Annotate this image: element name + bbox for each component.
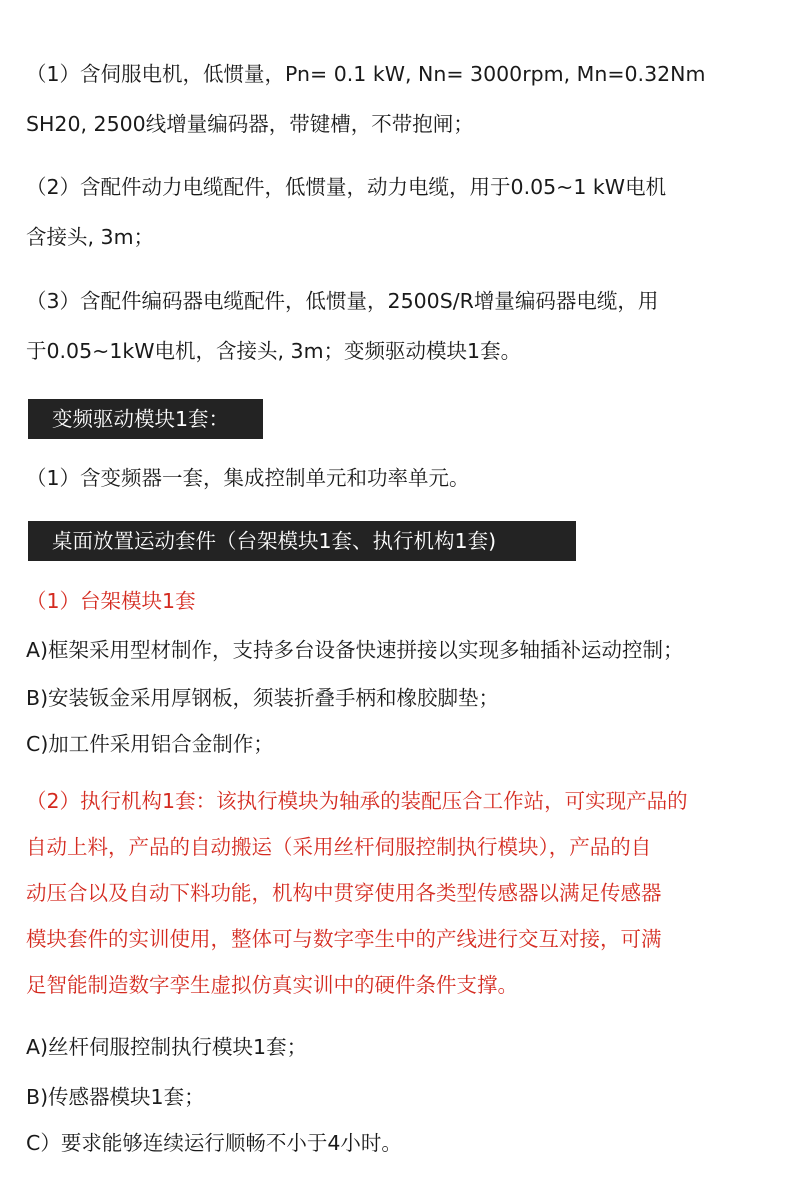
motor-spec-line-6: 于0.05~1kW电机，含接头, 3m；变频驱动模块1套。 (26, 339, 522, 363)
actuator-desc-line-5: 足智能制造数字孪生虚拟仿真实训中的硬件条件支撑。 (26, 973, 518, 997)
actuator-desc-line-3: 动压合以及自动下料功能，机构中贯穿使用各类型传感器以满足传感器 (26, 881, 662, 905)
stand-module-title: （1）台架模块1套 (26, 589, 196, 613)
section-heading-vfd: 变频驱动模块1套： (28, 399, 263, 439)
actuator-desc-line-2: 自动上料，产品的自动搬运（采用丝杆伺服控制执行模块），产品的自 (26, 835, 652, 859)
motor-spec-line-5: （3）含配件编码器电缆配件，低惯量，2500S/R增量编码器电缆，用 (26, 289, 659, 313)
section-heading-desktop-kit: 桌面放置运动套件（台架模块1套、执行机构1套) (28, 521, 576, 561)
vfd-spec-line-1: （1）含变频器一套，集成控制单元和功率单元。 (26, 466, 470, 490)
stand-item-c: C)加工件采用铝合金制作； (26, 732, 274, 756)
motor-spec-line-1: （1）含伺服电机，低惯量，Pn= 0.1 kW, Nn= 3000rpm, Mn=0.32Nm (26, 62, 706, 86)
actuator-item-b: B)传感器模块1套； (26, 1085, 205, 1109)
motor-spec-line-2: SH20, 2500线增量编码器，带键槽，不带抱闸； (26, 112, 474, 136)
actuator-item-c: C）要求能够连续运行顺畅不小于4小时。 (26, 1131, 402, 1155)
actuator-item-a: A)丝杆伺服控制执行模块1套； (26, 1035, 308, 1059)
actuator-desc-line-1: （2）执行机构1套：该执行模块为轴承的装配压合工作站，可实现产品的 (26, 789, 688, 813)
motor-spec-line-4: 含接头, 3m； (26, 225, 155, 249)
stand-item-a: A)框架采用型材制作，支持多台设备快速拼接以实现多轴插补运动控制； (26, 638, 684, 662)
motor-spec-line-3: （2）含配件动力电缆配件，低惯量，动力电缆，用于0.05~1 kW电机 (26, 175, 667, 199)
stand-item-b: B)安装钣金采用厚钢板，须装折叠手柄和橡胶脚垫； (26, 686, 500, 710)
actuator-desc-line-4: 模块套件的实训使用，整体可与数字孪生中的产线进行交互对接，可满 (26, 927, 662, 951)
